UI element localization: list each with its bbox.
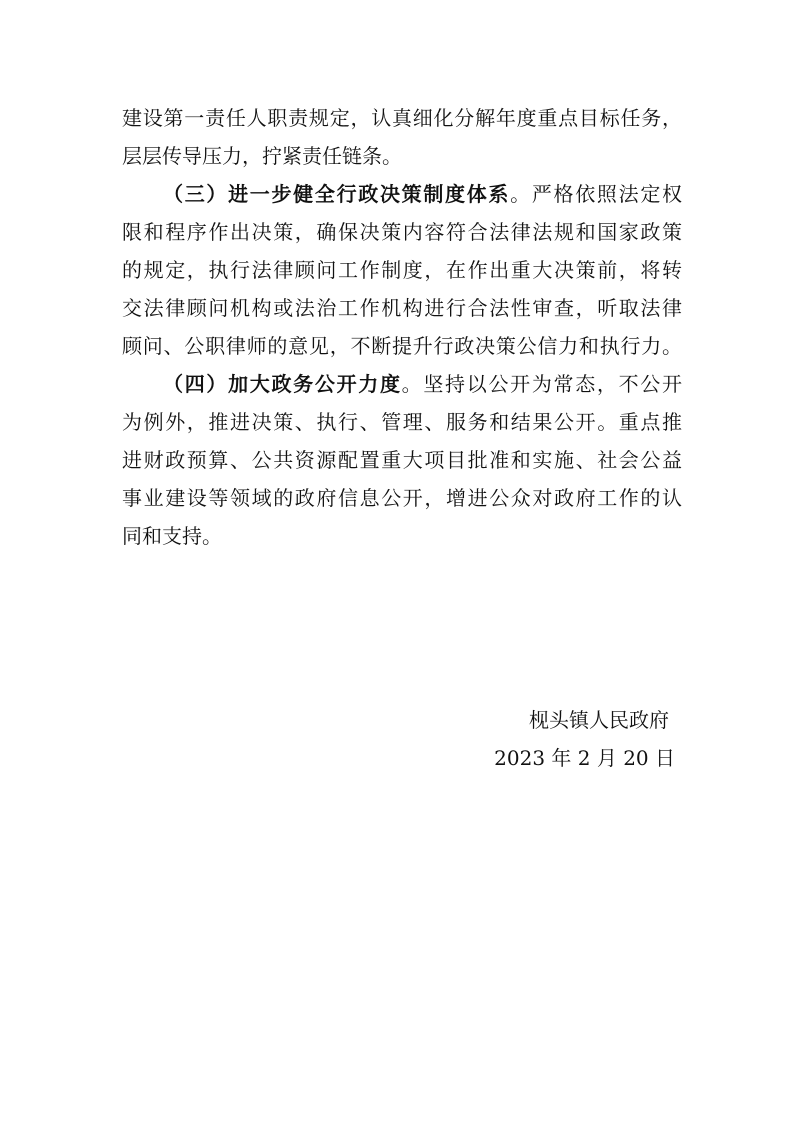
- paragraph-2-line-1-text: 。严格依照法定权: [510, 182, 683, 206]
- paragraph-2-line-5: 顾问、公职律师的意见，不断提升行政决策公信力和执行力。: [122, 334, 682, 358]
- signature-date: 2023 年 2 月 20 日: [494, 746, 675, 770]
- paragraph-3-line-5: 同和支持。: [122, 524, 222, 548]
- section-3-heading: （三）进一步健全行政决策制度体系: [163, 182, 511, 206]
- paragraph-2-line-3: 的规定，执行法律顾问工作制度，在作出重大决策前，将转: [122, 258, 682, 282]
- paragraph-2-line-4: 交法律顾问机构或法治工作机构进行合法性审查，听取法律: [122, 296, 682, 320]
- paragraph-1-line-1: 建设第一责任人职责规定，认真细化分解年度重点目标任务，: [122, 106, 682, 130]
- paragraph-3-line-1: [163, 370, 682, 398]
- paragraph-2-line-1: [163, 180, 682, 208]
- paragraph-3-line-2: 为例外，推进决策、执行、管理、服务和结果公开。重点推: [122, 410, 682, 434]
- paragraph-3-line-4: 事业建设等领域的政府信息公开，增进公众对政府工作的认: [122, 486, 682, 510]
- paragraph-3-line-1-text: 。坚持以公开为常态，不公开: [401, 372, 683, 396]
- paragraph-2-line-2: 限和程序作出决策，确保决策内容符合法律法规和国家政策: [122, 220, 682, 244]
- paragraph-3-line-3: 进财政预算、公共资源配置重大项目批准和实施、社会公益: [122, 448, 682, 472]
- paragraph-1-line-2: 层层传导压力，拧紧责任链条。: [122, 144, 402, 168]
- section-4-heading: （四）加大政务公开力度: [163, 372, 402, 396]
- signature-organization: 枧头镇人民政府: [529, 708, 669, 732]
